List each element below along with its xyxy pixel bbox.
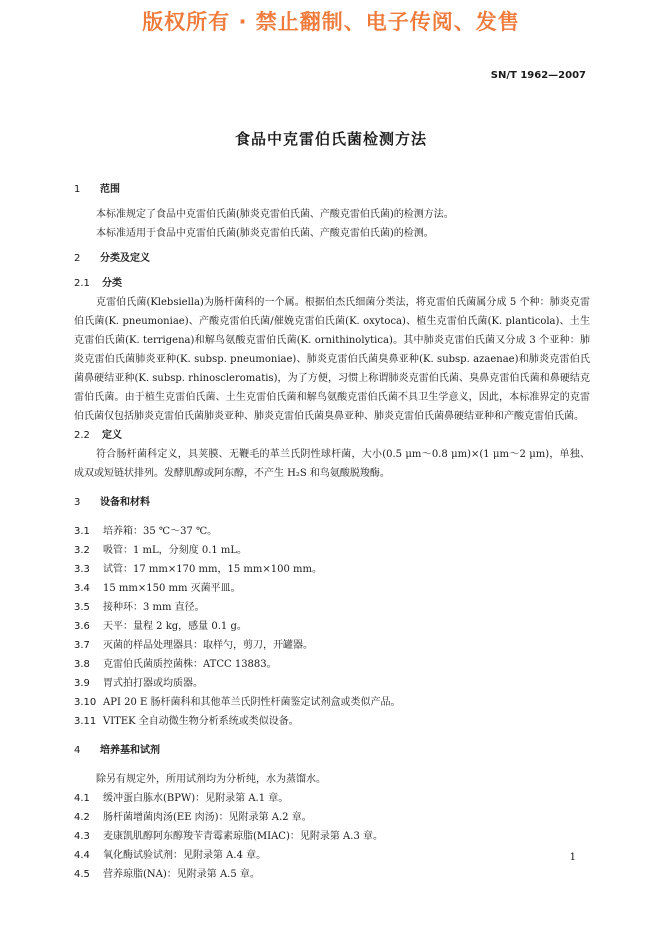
list-item <box>74 865 590 884</box>
item-text: 氧化酶试验试剂：见附录第 A.4 章。 <box>103 850 267 861</box>
reagent-list <box>74 789 590 884</box>
item-number: 4.5 <box>74 869 90 880</box>
list-item <box>74 598 590 617</box>
subsection-number: 2.2 <box>74 430 90 441</box>
item-text: 吸管：1 mL，分刻度 0.1 mL。 <box>103 545 248 556</box>
list-item <box>74 846 590 865</box>
list-item <box>74 579 590 598</box>
standard-code: SN/T 1962—2007 <box>490 70 586 81</box>
section-1-heading <box>74 180 590 199</box>
subsection-title: 定义 <box>102 430 122 441</box>
document-title: 食品中克雷伯氏菌检测方法 <box>234 130 427 148</box>
list-item <box>74 655 590 674</box>
item-number: 4.2 <box>74 812 90 823</box>
item-text: 灭菌的样品处理器具：取样勺，剪刀，开罐器。 <box>103 640 313 651</box>
item-number: 3.9 <box>74 678 90 689</box>
section-2-heading <box>74 249 590 268</box>
paragraph: 本标准规定了食品中克雷伯氏菌(肺炎克雷伯氏菌、产酸克雷伯氏菌)的检测方法。 <box>96 209 454 220</box>
list-item <box>74 522 590 541</box>
item-text: VITEK 全自动微生物分析系统或类似设备。 <box>103 716 299 727</box>
paragraph: 克雷伯氏菌(Klebsiella)为肠杆菌科的一个属。根据伯杰氏细菌分类法，将克雷伯氏菌属分成 5 个种：肺炎克雷伯氏菌(K. pneumoniae)、产酸克雷伯氏菌/催娩克雷伯氏菌(K. oxytoca)、植生克雷伯氏菌(K. planticola)、土生克雷伯氏菌(K. terrigena)和解鸟氨酸克雷伯氏菌(K. ornithinolytica)。其中肺炎克雷伯氏菌又分成 3 个亚种：肺炎克雷伯氏菌肺炎亚种(K. subsp. pneumoniae)、肺炎克雷伯氏菌臭鼻亚种(K. subsp. azaenae)和肺炎克雷伯氏菌鼻硬结亚种(K. subsp. rhinoscleromatis)，为了方便，习惯上称谓肺炎克雷伯氏菌、臭鼻克雷伯氏菌和鼻硬结克雷伯氏菌。由于植生克雷伯氏菌、土生克雷伯氏菌和解鸟氨酸克雷伯氏菌不具卫生学意义，因此，本标准界定的克雷伯氏菌仅包括肺炎克雷伯氏菌肺炎亚种、肺炎克雷伯氏菌臭鼻亚种、肺炎克雷伯氏菌鼻硬结亚种和产酸克雷伯氏菌。 <box>74 297 590 422</box>
list-item <box>74 541 590 560</box>
item-text: 接种环：3 mm 直径。 <box>103 602 205 613</box>
subsection-2-1-heading <box>74 274 590 293</box>
item-text: 肠杆菌增菌肉汤(EE 肉汤)：见附录第 A.2 章。 <box>103 812 312 823</box>
item-number: 3.2 <box>74 545 90 556</box>
item-number: 3.5 <box>74 602 90 613</box>
paragraph: 符合肠杆菌科定义，具荚膜、无鞭毛的革兰氏阴性球杆菌，大小(0.5 μm～0.8 μm)×(1 μm～2 μm)，单独、成双或短链状排列。发酵肌醇或阿东醇，不产生 H₂S 和鸟氨酸脱羧酶。 <box>74 449 590 479</box>
equipment-list <box>74 522 590 731</box>
subsection-title: 分类 <box>102 278 122 289</box>
item-number: 3.1 <box>74 526 90 537</box>
document-body <box>74 180 590 884</box>
list-item <box>74 789 590 808</box>
item-text: 培养箱：35 ℃～37 ℃。 <box>103 526 218 537</box>
paragraph: 本标准适用于食品中克雷伯氏菌(肺炎克雷伯氏菌、产酸克雷伯氏菌)的检测。 <box>96 228 434 239</box>
subsection-2-2-heading <box>74 426 590 445</box>
section-title: 范围 <box>100 184 120 195</box>
item-text: 天平：量程 2 kg，感量 0.1 g。 <box>103 621 247 632</box>
section-title: 分类及定义 <box>100 253 150 264</box>
item-number: 3.11 <box>74 716 97 727</box>
list-item <box>74 674 590 693</box>
section-title: 设备和材料 <box>100 497 150 508</box>
item-text: API 20 E 肠杆菌科和其他革兰氏阴性杆菌鉴定试剂盒或类似产品。 <box>103 697 401 708</box>
subsection-number: 2.1 <box>74 278 90 289</box>
page-number: 1 <box>569 852 576 863</box>
section-number: 4 <box>74 745 81 756</box>
section-4-heading <box>74 741 590 760</box>
copyright-watermark: 版权所有 · 禁止翻制、电子传阅、发售 <box>142 10 520 34</box>
section-title: 培养基和试剂 <box>100 745 160 756</box>
item-number: 3.7 <box>74 640 90 651</box>
section-3-heading <box>74 493 590 512</box>
list-item <box>74 827 590 846</box>
item-text: 胃式拍打器或均质器。 <box>103 678 203 689</box>
item-text: 克雷伯氏菌质控菌株：ATCC 13883。 <box>103 659 277 670</box>
paragraph: 除另有规定外，所用试剂均为分析纯，水为蒸馏水。 <box>96 774 326 785</box>
list-item <box>74 560 590 579</box>
section-number: 2 <box>74 253 81 264</box>
list-item <box>74 808 590 827</box>
item-number: 3.10 <box>74 697 97 708</box>
item-number: 3.6 <box>74 621 90 632</box>
item-number: 3.3 <box>74 564 90 575</box>
list-item <box>74 617 590 636</box>
item-text: 营养琼脂(NA)：见附录第 A.5 章。 <box>103 869 260 880</box>
item-text: 15 mm×150 mm 灭菌平皿。 <box>103 583 241 594</box>
section-number: 1 <box>74 184 81 195</box>
section-number: 3 <box>74 497 81 508</box>
item-number: 3.8 <box>74 659 90 670</box>
item-number: 4.1 <box>74 793 90 804</box>
item-number: 4.4 <box>74 850 90 861</box>
item-number: 3.4 <box>74 583 90 594</box>
item-text: 试管：17 mm×170 mm，15 mm×100 mm。 <box>103 564 322 575</box>
list-item <box>74 636 590 655</box>
list-item <box>74 712 590 731</box>
item-text: 缓冲蛋白胨水(BPW)：见附录第 A.1 章。 <box>103 793 289 804</box>
item-number: 4.3 <box>74 831 90 842</box>
list-item <box>74 693 590 712</box>
item-text: 麦康凯肌醇阿东醇羧苄青霉素琼脂(MIAC)：见附录第 A.3 章。 <box>103 831 383 842</box>
